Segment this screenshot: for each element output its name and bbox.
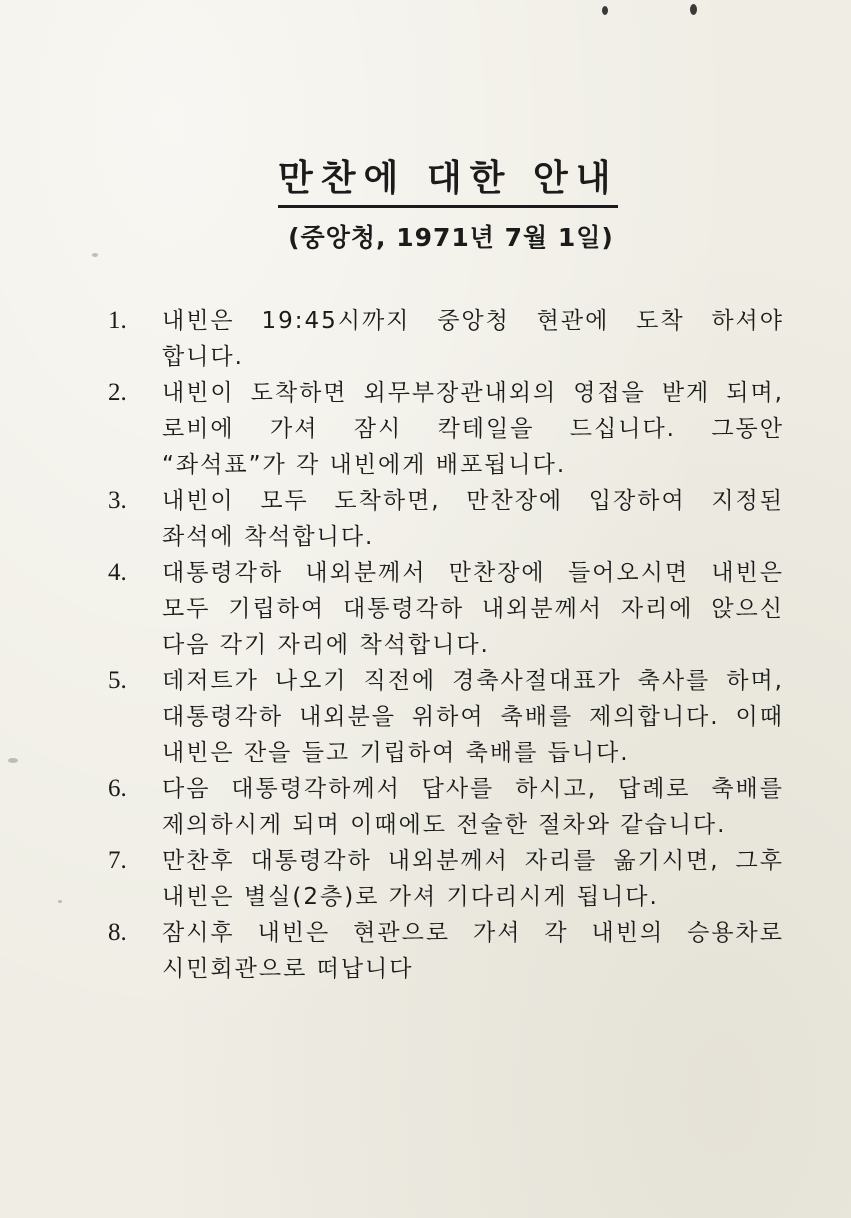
- pin-hole-mark: [602, 6, 608, 15]
- item-number: 8.: [108, 919, 127, 946]
- item-text: 내빈이 도착하면 외무부장관내외의 영접을 받게 되며, 로비에 가셔 잠시 칵테일을 드십니다. 그동안 “좌석표”가 각 내빈에게 배포됩니다.: [162, 380, 784, 478]
- list-item: [100, 303, 790, 375]
- item-text: 대통령각하 내외분께서 만찬장에 들어오시면 내빈은 모두 기립하여 대통령각하 내외분께서 자리에 앉으신 다음 각기 자리에 착석합니다.: [162, 560, 784, 658]
- item-text: 만찬후 대통령각하 내외분께서 자리를 옮기시면, 그후 내빈은 별실(2층)로 가셔 기다리시게 됩니다.: [162, 848, 784, 910]
- paper-speck: [92, 253, 98, 257]
- item-number: 6.: [108, 775, 127, 802]
- item-text: 내빈은 19:45시까지 중앙청 현관에 도착 하셔야 합니다.: [162, 308, 784, 370]
- item-number: 5.: [108, 667, 127, 694]
- item-number: 4.: [108, 559, 127, 586]
- list-item: [100, 555, 790, 663]
- pin-hole-mark: [690, 4, 697, 15]
- item-text: 다음 대통령각하께서 답사를 하시고, 답례로 축배를 제의하시게 되며 이때에도 전술한 절차와 같습니다.: [162, 776, 784, 838]
- item-text: 데저트가 나오기 직전에 경축사절대표가 축사를 하며, 대통령각하 내외분을 위하여 축배를 제의합니다. 이때 내빈은 잔을 들고 기립하여 축배를 듭니다.: [162, 668, 784, 766]
- list-item: [100, 483, 790, 555]
- list-item: [100, 915, 790, 987]
- document-subtitle: (중앙청, 1971년 7월 1일): [288, 223, 614, 252]
- item-text: 내빈이 모두 도착하면, 만찬장에 입장하여 지정된 좌석에 착석합니다.: [162, 488, 784, 550]
- list-item: [100, 843, 790, 915]
- list-item: [100, 771, 790, 843]
- list-item: [100, 375, 790, 483]
- paper-speck: [58, 900, 62, 903]
- paper-speck: [8, 758, 18, 763]
- item-number: 3.: [108, 487, 127, 514]
- instruction-list: [100, 303, 790, 987]
- list-item: [100, 663, 790, 771]
- item-text: 잠시후 내빈은 현관으로 가셔 각 내빈의 승용차로 시민회관으로 떠납니다: [162, 920, 784, 982]
- item-number: 2.: [108, 379, 127, 406]
- document-title: 만찬에 대한 안내: [278, 150, 618, 208]
- item-number: 1.: [108, 307, 127, 334]
- item-number: 7.: [108, 847, 127, 874]
